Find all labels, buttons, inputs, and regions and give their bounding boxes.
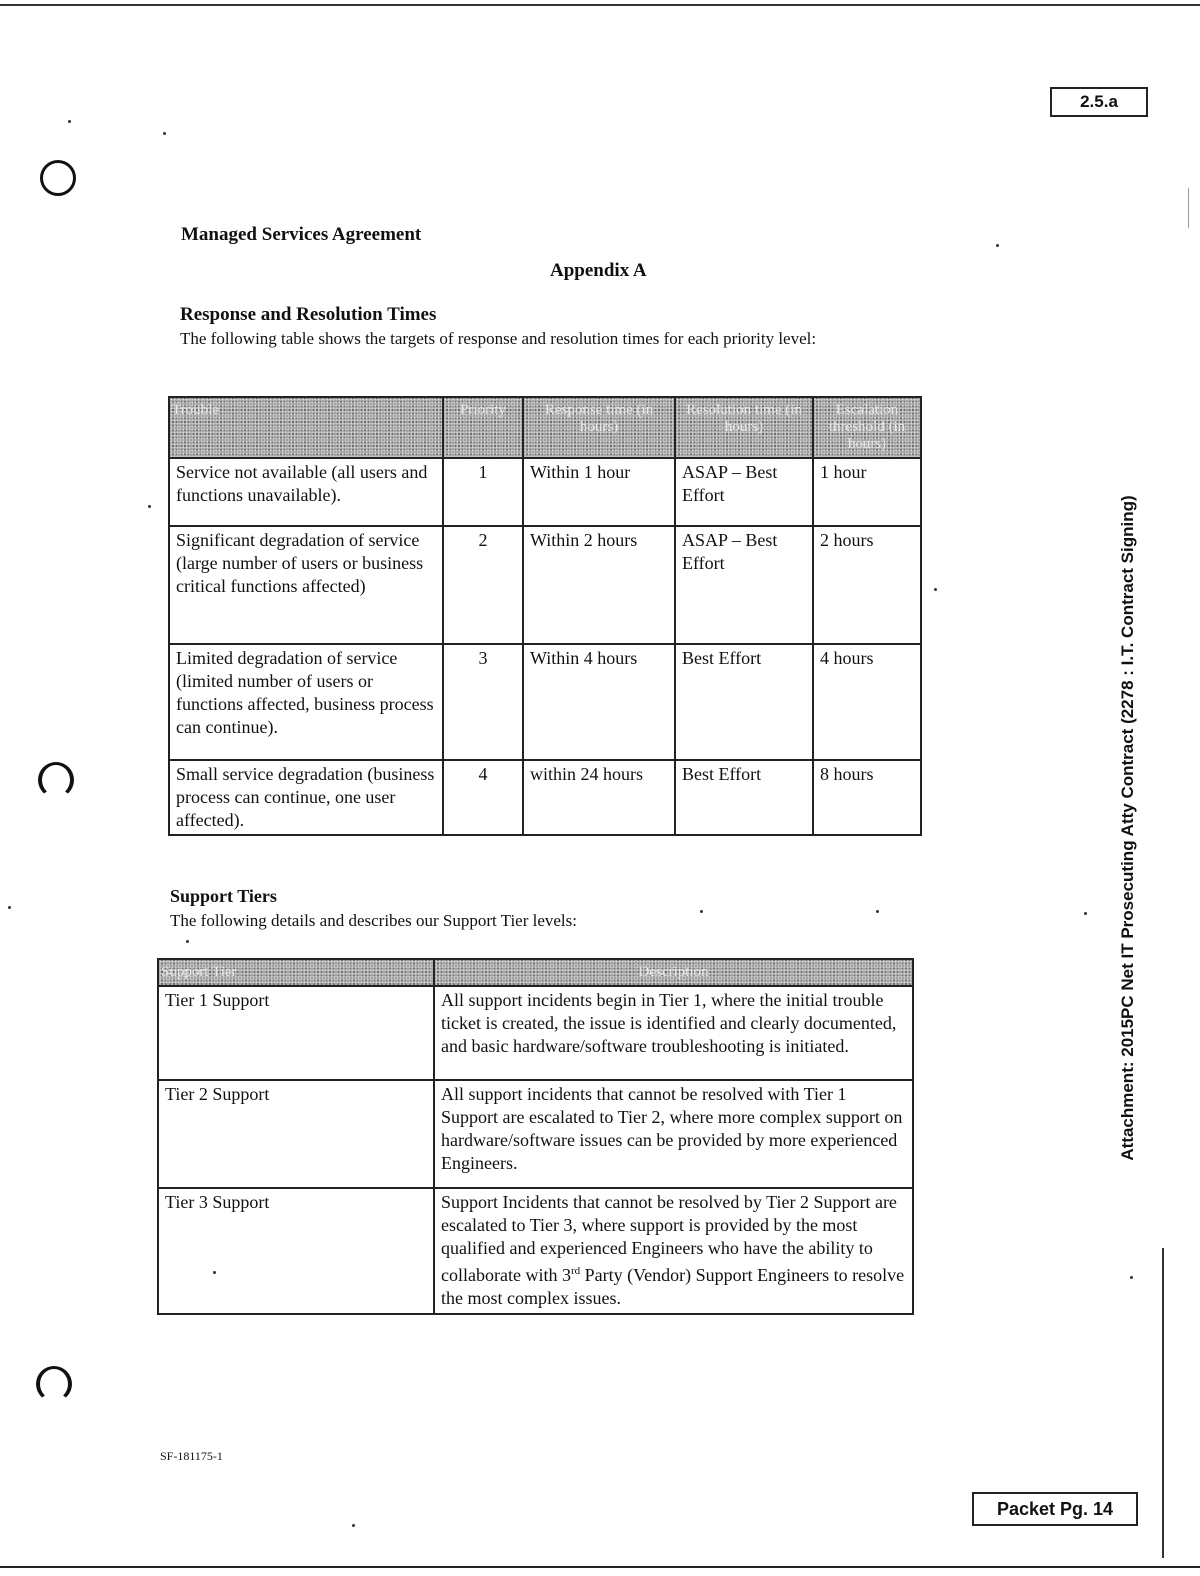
escalation-cell: 2 hours <box>813 526 921 644</box>
trouble-cell: Small service degradation (business process can continue, one user affected). <box>169 760 443 835</box>
resolution-cell: ASAP – Best Effort <box>675 526 813 644</box>
tier-description-cell: All support incidents begin in Tier 1, where the initial trouble ticket is created, the issue is identified and clearly documented, and basic hardware/software troubleshooting is initiated. <box>434 986 913 1080</box>
column-header: Support Tier <box>158 959 434 986</box>
trouble-cell: Limited degradation of service (limited number of users or functions affected, business process can continue). <box>169 644 443 760</box>
scan-speck <box>876 910 879 913</box>
table-row <box>158 1080 913 1188</box>
escalation-cell: 1 hour <box>813 458 921 526</box>
response-section-intro: The following table shows the targets of response and resolution times for each priority level: <box>180 329 817 348</box>
column-header: Escalation threshold (in hours) <box>813 397 921 458</box>
table-header-row <box>169 397 921 458</box>
resolution-cell: ASAP – Best Effort <box>675 458 813 526</box>
scan-speck <box>213 1271 216 1274</box>
response-cell: Within 2 hours <box>523 526 675 644</box>
escalation-cell: 8 hours <box>813 760 921 835</box>
top-border-rule <box>0 4 1200 6</box>
response-cell: within 24 hours <box>523 760 675 835</box>
table-row <box>158 1188 913 1314</box>
punch-hole-icon <box>40 160 76 196</box>
punch-hole-icon <box>36 1366 72 1402</box>
scan-speck <box>8 906 11 909</box>
priority-cell: 1 <box>443 458 523 526</box>
scan-speck <box>163 132 166 135</box>
scan-speck <box>996 244 999 247</box>
table-row <box>169 526 921 644</box>
response-section-heading: Response and Resolution Times <box>180 304 437 325</box>
appendix-heading: Appendix A <box>550 260 647 281</box>
support-tiers-heading: Support Tiers <box>170 886 277 906</box>
tier-cell: Tier 1 Support <box>158 986 434 1080</box>
tier-description-cell <box>434 1188 913 1314</box>
tier-description-text: Party (Vendor) Support Engineers to resolve the most complex issues. <box>441 1265 905 1308</box>
scan-speck <box>352 1524 355 1527</box>
tier-description-cell: All support incidents that cannot be resolved with Tier 1 Support are escalated to Tier 2, where more complex support on hardware/software issues can be provided by more experienced Engineers. <box>434 1080 913 1188</box>
column-header: Priority <box>443 397 523 458</box>
column-header: Description <box>434 959 913 986</box>
escalation-cell: 4 hours <box>813 644 921 760</box>
document-code: SF-181175-1 <box>160 1449 223 1463</box>
right-edge-mark <box>1188 188 1189 228</box>
trouble-cell: Service not available (all users and functions unavailable). <box>169 458 443 526</box>
table-row <box>169 458 921 526</box>
response-cell: Within 1 hour <box>523 458 675 526</box>
tier-description-text: Support Incidents that cannot be resolved by Tier 2 Support are escalated to Tier 3, where support is provided by the most qualified and experienced Engineers who have the ability to collaborate with 3 <box>441 1192 897 1285</box>
scan-speck <box>700 910 703 913</box>
support-tiers-intro: The following details and describes our Support Tier levels: <box>170 911 577 930</box>
scan-speck <box>1084 912 1087 915</box>
response-cell: Within 4 hours <box>523 644 675 760</box>
table-row <box>169 644 921 760</box>
tier-cell: Tier 3 Support <box>158 1188 434 1314</box>
agenda-item-badge: 2.5.a <box>1050 87 1148 117</box>
column-header: Resolution time (in hours) <box>675 397 813 458</box>
document-title: Managed Services Agreement <box>181 224 422 245</box>
scan-speck <box>1130 1276 1133 1279</box>
table-row <box>158 986 913 1080</box>
attachment-label: Attachment: 2015PC Net IT Prosecuting Atty Contract (2278 : I.T. Contract Signing) <box>1118 495 1137 1161</box>
packet-page-badge: Packet Pg. 14 <box>972 1492 1138 1526</box>
right-edge-rule <box>1162 1248 1164 1558</box>
support-tiers-table <box>157 958 914 1315</box>
resolution-cell: Best Effort <box>675 760 813 835</box>
scan-speck <box>68 120 71 123</box>
punch-hole-icon <box>38 762 74 798</box>
scan-speck <box>148 505 151 508</box>
scan-speck <box>186 940 189 943</box>
trouble-cell: Significant degradation of service (large number of users or business critical functions affected) <box>169 526 443 644</box>
table-header-row <box>158 959 913 986</box>
priority-cell: 2 <box>443 526 523 644</box>
bottom-border-rule <box>0 1566 1200 1568</box>
priority-cell: 3 <box>443 644 523 760</box>
tier-cell: Tier 2 Support <box>158 1080 434 1188</box>
response-times-table <box>168 396 922 836</box>
column-header: Response time (in hours) <box>523 397 675 458</box>
scan-speck <box>934 588 937 591</box>
table-row <box>169 760 921 835</box>
ordinal-suffix: rd <box>570 1265 581 1277</box>
resolution-cell: Best Effort <box>675 644 813 760</box>
priority-cell: 4 <box>443 760 523 835</box>
column-header: Trouble <box>169 397 443 458</box>
